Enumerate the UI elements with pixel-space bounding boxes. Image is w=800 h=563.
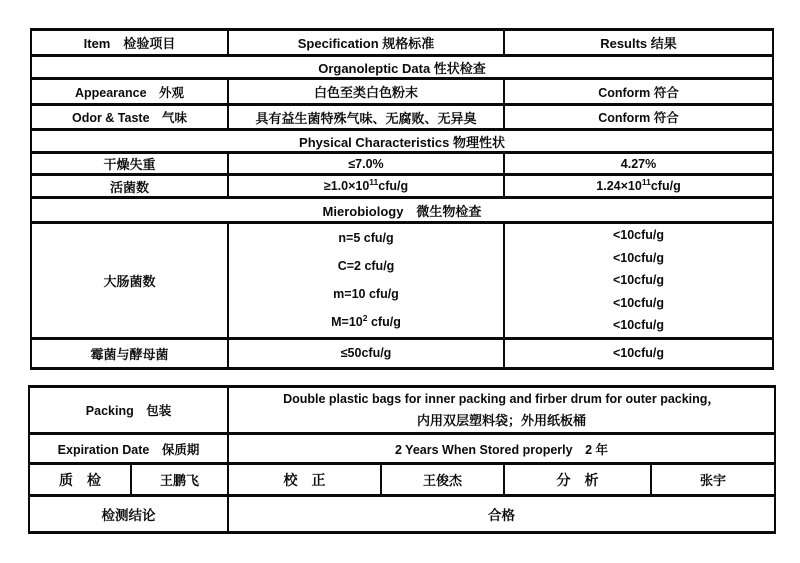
section-title-organoleptic: Organoleptic Data 性状检查 — [31, 56, 773, 79]
viable-spec-exponent: 11 — [369, 176, 379, 187]
row-conclusion — [29, 496, 775, 533]
cell-packing-label: Packing 包装 — [29, 387, 228, 434]
cell-qc-label: 质 检 — [29, 464, 131, 496]
section-title-microbiology: Mierobiology 微生物检查 — [31, 198, 773, 223]
cell-odor-result: Conform 符合 — [504, 105, 773, 130]
row-expiration — [29, 434, 775, 464]
cell-loss-spec: ≤7.0% — [228, 153, 504, 175]
coliform-spec-line-m: m=10 cfu/g — [333, 287, 399, 302]
viable-spec-unit: cfu/g — [378, 179, 409, 193]
cell-odor-item: Odor & Taste 气味 — [31, 105, 228, 130]
cell-analysis-name: 张宇 — [651, 464, 775, 496]
viable-result-exponent: 11 — [641, 176, 651, 187]
section-row-microbiology — [31, 198, 773, 223]
row-appearance — [31, 79, 773, 105]
cell-proofread-name: 王俊杰 — [381, 464, 504, 496]
section-row-organoleptic — [31, 56, 773, 79]
coliform-result-line: <10cfu/g — [612, 250, 665, 265]
cell-analysis-label: 分 析 — [504, 464, 651, 496]
coliform-result-line: <10cfu/g — [612, 318, 665, 332]
coliform-M-base: M=10 — [331, 315, 363, 330]
row-packing — [29, 387, 775, 434]
coliform-result-line: <10cfu/g — [612, 273, 665, 287]
cell-coliform-result — [504, 223, 773, 339]
cell-appearance-result: Conform 符合 — [504, 79, 773, 105]
cell-loss-item: 干燥失重 — [31, 153, 228, 175]
cell-mold-item: 霉菌与酵母菌 — [31, 338, 228, 368]
cell-odor-spec: 具有益生菌特殊气味、无腐败、无异臭 — [228, 105, 504, 130]
coliform-spec-line-c: C=2 cfu/g — [337, 259, 395, 274]
cell-loss-result: 4.27% — [504, 153, 773, 175]
info-table — [28, 385, 776, 534]
coliform-result-line: <10cfu/g — [612, 295, 665, 310]
packing-line-en: Double plastic bags for inner packing and firber drum for outer packing， — [283, 392, 720, 406]
cell-mold-spec: ≤50cfu/g — [228, 338, 504, 368]
cell-qc-name: 王鹏飞 — [131, 464, 228, 496]
cell-expiration-value: 2 Years When Stored properly 2 年 — [228, 434, 775, 464]
coliform-M-unit: cfu/g — [367, 315, 401, 330]
coliform-spec-line-n: n=5 cfu/g — [338, 231, 394, 246]
row-odor-taste — [31, 105, 773, 130]
row-viable-count — [31, 175, 773, 198]
inspection-header-row — [31, 30, 773, 56]
row-signatures — [29, 464, 775, 496]
packing-line-cn: 内用双层塑料袋；外用纸板桶 — [416, 413, 586, 428]
cell-viable-item: 活菌数 — [31, 175, 228, 198]
cell-conclusion-label: 检测结论 — [29, 496, 228, 533]
coliform-spec-line-M — [231, 308, 501, 336]
inspection-table — [30, 28, 774, 370]
cell-proofread-label: 校 正 — [228, 464, 381, 496]
row-coliform — [31, 223, 773, 339]
section-row-physical — [31, 130, 773, 153]
coliform-M-exponent: 2 — [362, 313, 368, 324]
coliform-result-line: <10cfu/g — [612, 228, 665, 242]
cell-coliform-spec — [228, 223, 504, 339]
cell-mold-result: <10cfu/g — [504, 338, 773, 368]
cell-packing-value — [228, 387, 775, 434]
cell-viable-result — [504, 175, 773, 198]
header-specification: Specification 规格标准 — [228, 30, 504, 56]
cell-conclusion-value: 合格 — [228, 496, 775, 533]
cell-viable-spec — [228, 175, 504, 198]
viable-result-unit: cfu/g — [650, 179, 681, 193]
viable-spec-base: ≥1.0×10 — [323, 179, 370, 193]
row-mold-yeast — [31, 338, 773, 368]
cell-expiration-label: Expiration Date 保质期 — [29, 434, 228, 464]
header-results: Results 结果 — [504, 30, 773, 56]
cell-appearance-item: Appearance 外观 — [31, 79, 228, 105]
header-item: Item 检验项目 — [31, 30, 228, 56]
cell-appearance-spec: 白色至类白色粉末 — [228, 79, 504, 105]
viable-result-base: 1.24×10 — [596, 179, 642, 193]
cell-coliform-item: 大肠菌数 — [31, 223, 228, 339]
row-loss-on-drying — [31, 153, 773, 175]
section-title-physical: Physical Characteristics 物理性状 — [31, 130, 773, 153]
